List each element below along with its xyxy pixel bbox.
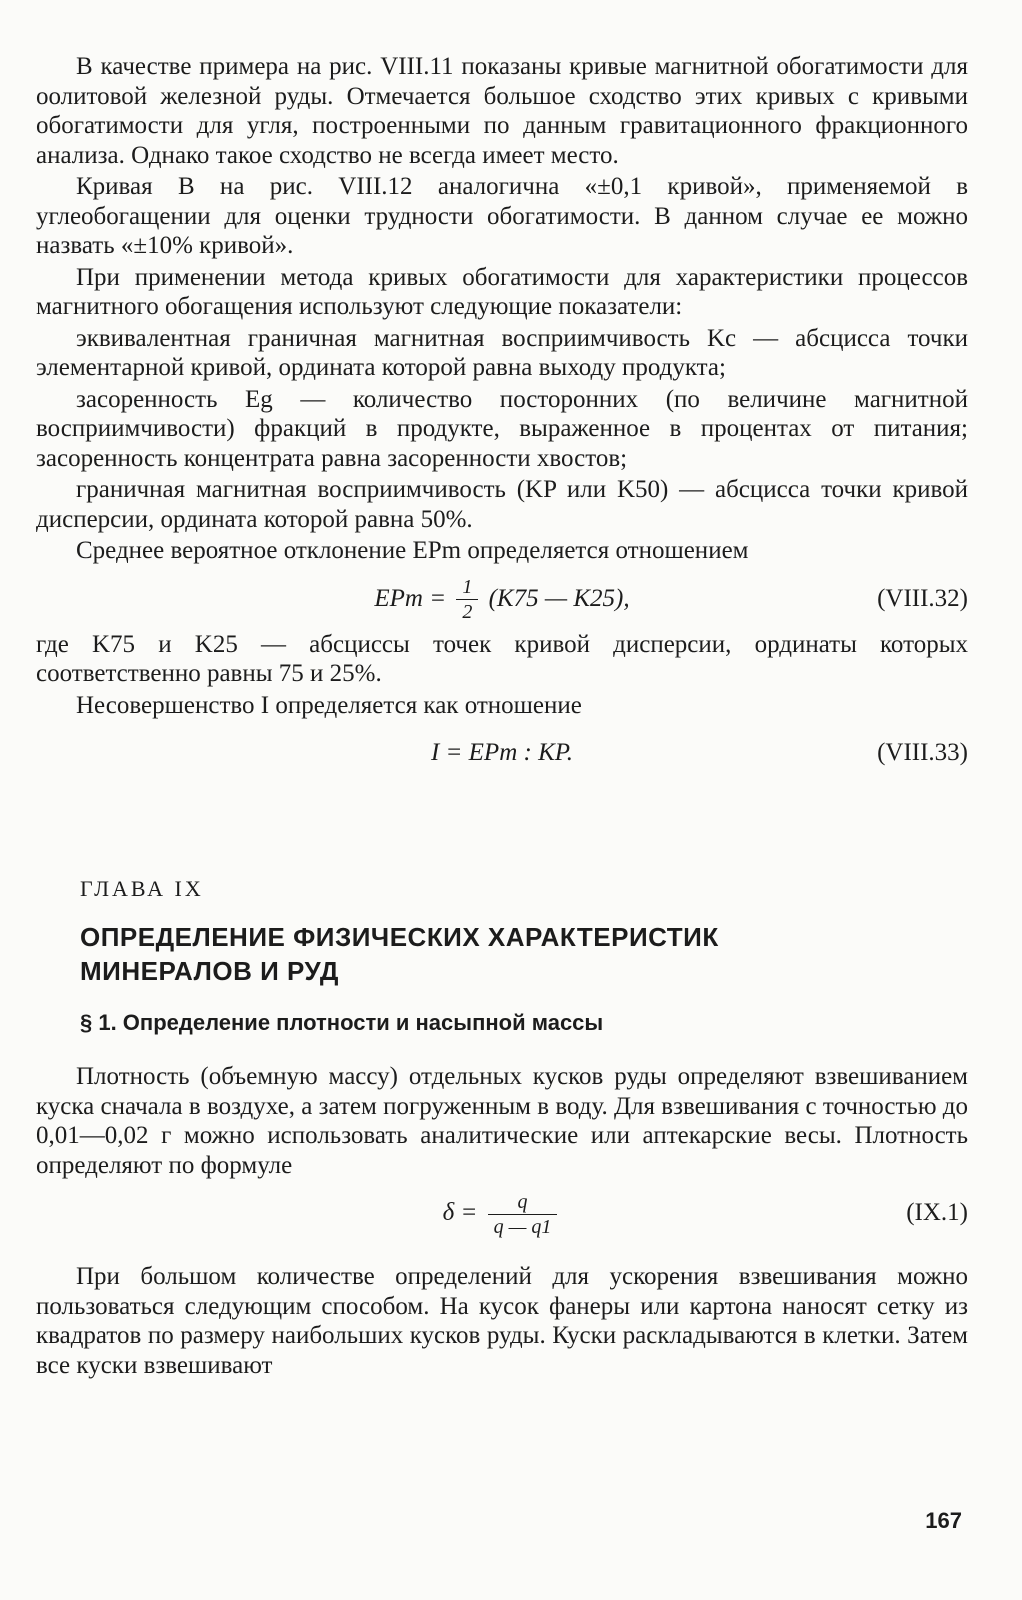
page-number: 167 (925, 1508, 962, 1533)
list-item: граничная магнитная восприимчивость (KP или K50) — абсцисса точки кривой дисперсии, ордината которой равна 50%. (36, 476, 968, 533)
equation-lhs: δ = (442, 1199, 478, 1226)
paragraph: При применении метода кривых обогатимости для характеристики процессов магнитного обогащения используют следующие показатели: (36, 263, 968, 320)
equation-rhs: (K75 — K25), (488, 584, 630, 612)
list-item: засоренность Eg — количество посторонних (по величине магнитной восприимчивости) фракций в продукте, выраженное в процентах от питания; засоренность концентрата равна засоренности хвостов; (36, 385, 968, 472)
paragraph: Кривая B на рис. VIII.12 аналогична «±0,1 кривой», применяемой в углеобогащении для оценки трудности обогатимости. В данном случае ее можно назвать «±10% кривой». (36, 173, 968, 259)
equation-viii-33 (36, 722, 968, 784)
chapter-title-line2: МИНЕРАЛОВ И РУД (80, 956, 339, 986)
paragraph: При большом количестве определений для ускорения взвешивания можно пользоваться следующим способом. На кусок фанеры или картона наносят сетку из квадратов по размеру наибольших кусков руды. Куски раскладываются в клетки. Затем все куски взвешивают (36, 1263, 968, 1379)
equation-lhs: EPm = (374, 584, 447, 612)
equation-expression: I = EPm : KP. (430, 739, 574, 766)
paragraph: В качестве примера на рис. VIII.11 показаны кривые магнитной обогатимости для оолитовой железной руды. Отмечается большое сходство этих кривых с кривыми обогатимости для угля, построенными по данным гравитационного фракционного анализа. Однако такое сходство не всегда имеет место. (36, 53, 968, 169)
equation-number: (VIII.32) (877, 584, 968, 612)
page-body (36, 52, 968, 1382)
list-item: эквивалентная граничная магнитная восприимчивость Kc — абсцисса точки элементарной кривой, ордината которой равна выходу продукта; (36, 324, 968, 381)
fraction-numerator: q (488, 1190, 558, 1215)
paragraph: Среднее вероятное отклонение EPm определяется отношением (76, 537, 749, 564)
fraction-numerator: 1 (456, 575, 478, 600)
fraction-denominator: q — q1 (493, 1215, 552, 1238)
chapter-label: ГЛАВА IX (80, 876, 204, 901)
paragraph: Плотность (объемную массу) отдельных кусков руды определяют взвешиванием куска сначала в воздухе, а затем погруженным в воду. Для взвешивания с точностью до 0,01—0,02 г можно использовать аналитические или аптекарские весы. Плотность определяют по формуле (36, 1063, 968, 1179)
equation-viii-32 (36, 568, 968, 630)
equation-number: (IX.1) (906, 1199, 968, 1226)
equation-number: (VIII.33) (877, 739, 968, 766)
paragraph: где K75 и K25 — абсциссы точек кривой дисперсии, ординаты которых соответственно равны 75 и 25%. (36, 630, 968, 687)
chapter-title-line1: ОПРЕДЕЛЕНИЕ ФИЗИЧЕСКИХ ХАРАКТЕРИСТИК (80, 922, 719, 952)
fraction (488, 1190, 558, 1239)
equation-ix-1 (36, 1182, 968, 1244)
section-title: § 1. Определение плотности и насыпной массы (80, 1010, 604, 1035)
fraction-denominator: 2 (462, 601, 473, 624)
fraction (456, 575, 478, 624)
paragraph: Несовершенство I определяется как отношение (76, 691, 582, 719)
